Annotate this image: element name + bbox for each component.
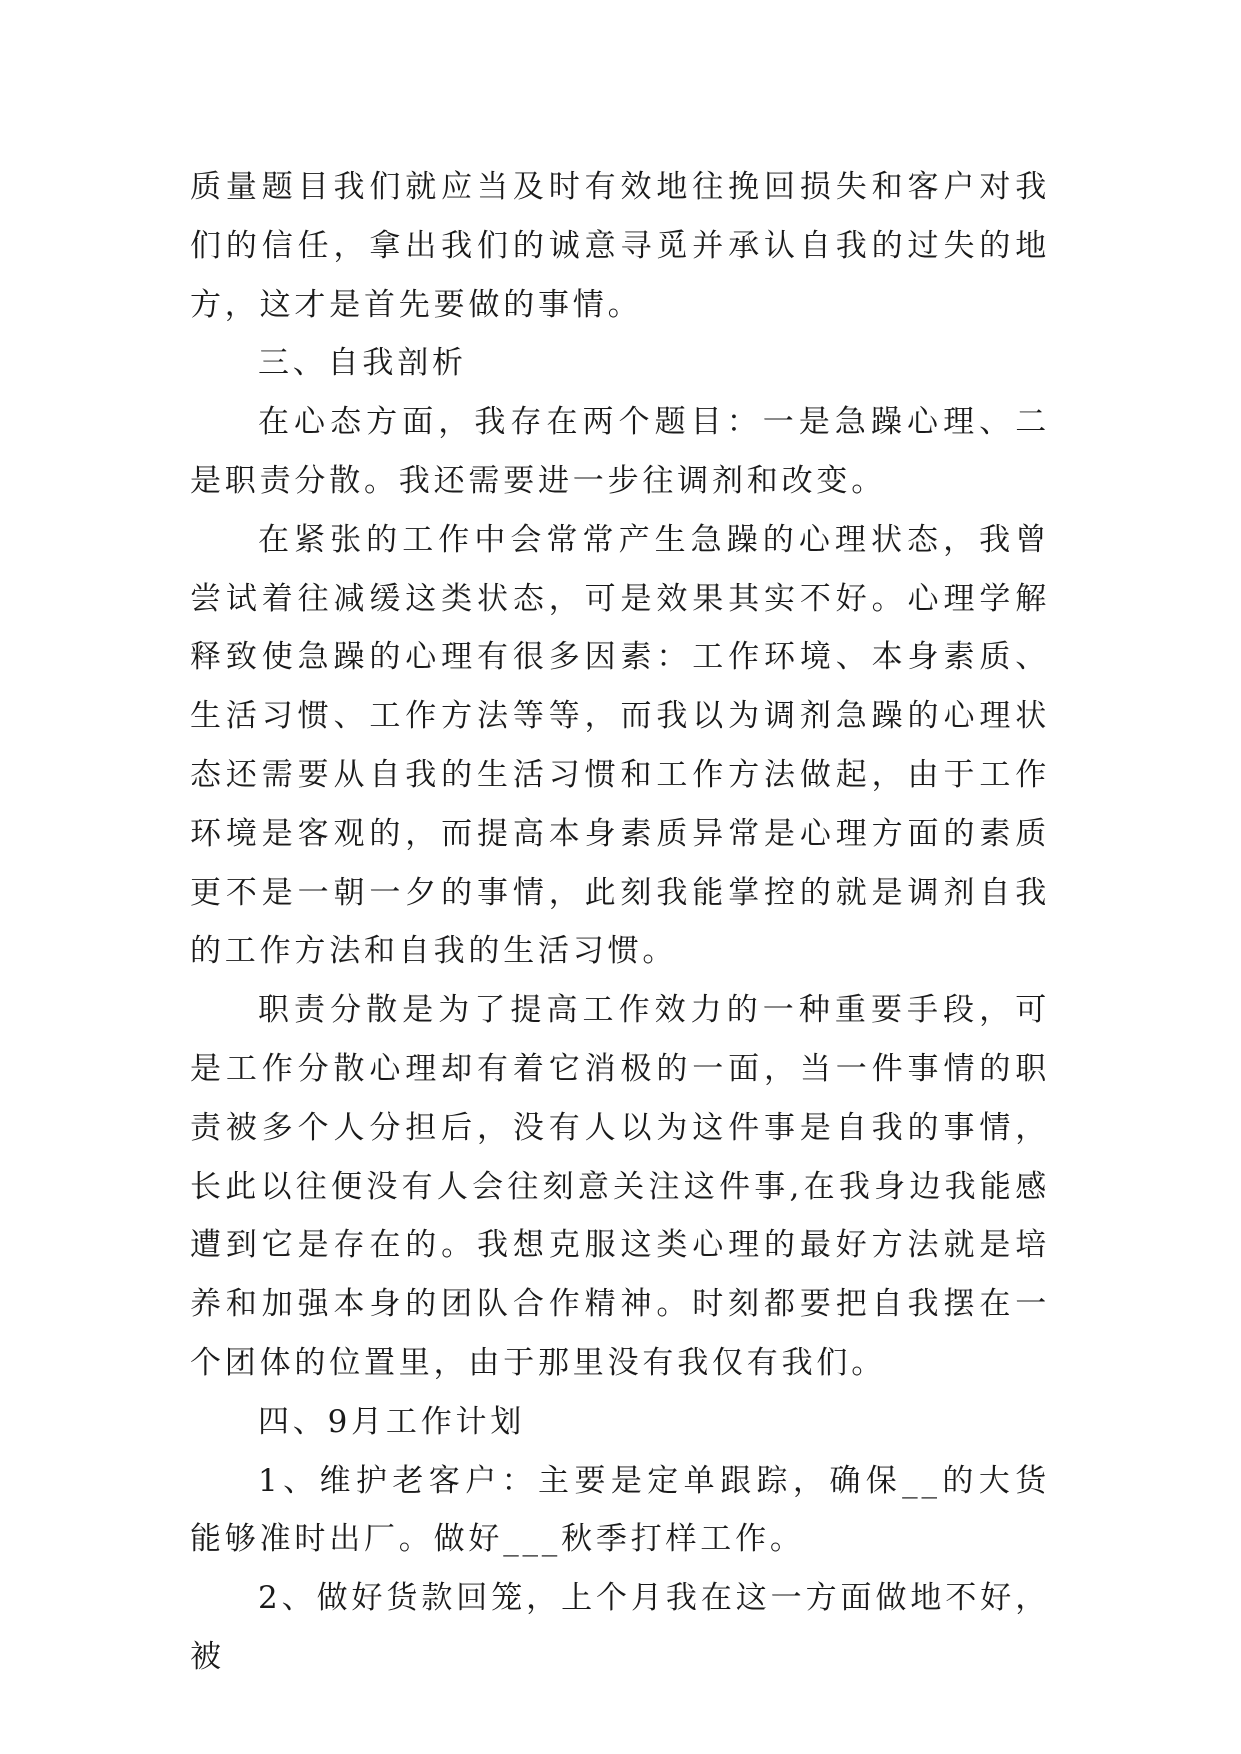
section-heading-september-plan: 四、9月工作计划 [258,1403,526,1440]
paragraph-4: 在紧张的工作中会常常产生急躁的心理状态，我曾尝试着往减缓这类状态，可是效果其实不好。心理学解释致使急躁的心理有很多因素：工作环境、本身素质、生活习惯、工作方法等等，而我以为调剂急躁的心理状态还需要从自我的生活习惯和工作方法做起，由于工作环境是客观的，而提高本身素质异常是心理方面的素质更不是一朝一夕的事情，此刻我能掌控的就是调剂自我的工作方法和自我的生活习惯。 [190,521,1050,970]
list-item-2: 2、做好货款回笼，上个月我在这一方面做地不好，被 [190,1580,1050,1675]
document-body [190,158,1050,1687]
paragraph-3: 在心态方面，我存在两个题目：一是急躁心理、二是职责分散。我还需要进一步往调剂和改变。 [190,404,1050,499]
paragraph-5: 职责分散是为了提高工作效力的一种重要手段，可是工作分散心理却有着它消极的一面，当一件事情的职责被多个人分担后，没有人以为这件事是自我的事情，长此以往便没有人会往刻意关注这件事,在我身边我能感遭到它是存在的。我想克服这类心理的最好方法就是培养和加强本身的团队合作精神。时刻都要把自我摆在一个团体的位置里，由于那里没有我仅有我们。 [190,992,1050,1381]
list-item-1: 1、维护老客户：主要是定单跟踪，确保__的大货能够准时出厂。做好___秋季打样工作。 [190,1462,1050,1558]
section-heading-self-analysis: 三、自我剖析 [258,345,467,382]
paragraph-1: 质量题目我们就应当及时有效地往挽回损失和客户对我们的信任，拿出我们的诚意寻觅并承认自我的过失的地方，这才是首先要做的事情。 [190,169,1050,323]
